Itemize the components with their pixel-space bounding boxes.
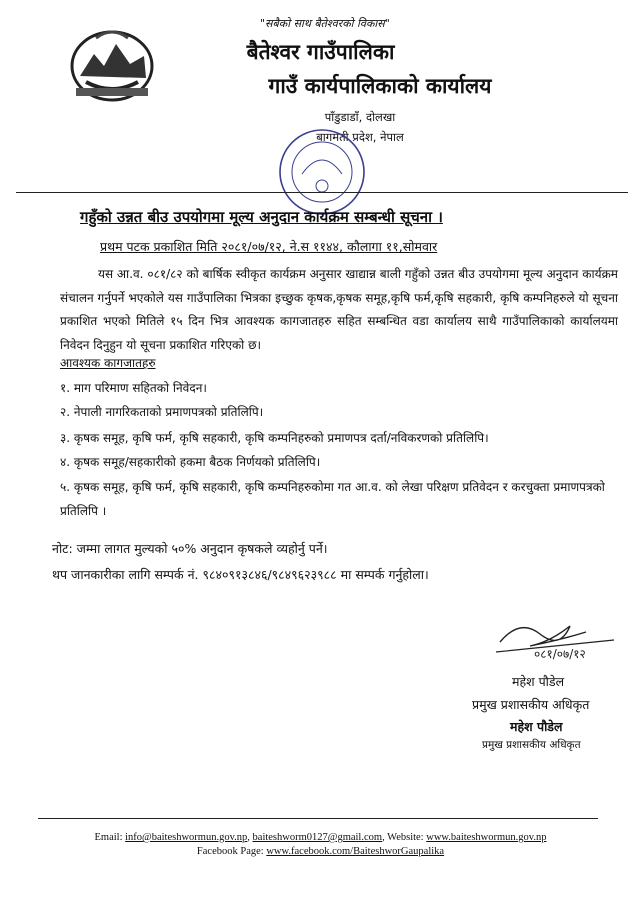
footer-divider	[38, 818, 598, 819]
subsidy-note: नोट: जम्मा लागत मुल्यको ५०% अनुदान कृषकले व्यहोर्नु पर्ने।	[52, 541, 328, 556]
signatory-title-stamp: प्रमुख प्रशासकीय अधिकृत	[482, 739, 581, 751]
document-item-4: ४. कृषक समूह/सहकारीको हकमा बैठक निर्णयको प्रतिलिपि।	[60, 455, 321, 469]
email-label: Email:	[94, 832, 123, 843]
handwritten-signature	[490, 612, 620, 668]
org-name: बैतेश्वर गाउँपालिका	[246, 40, 395, 64]
office-name: गाउँ कार्यपालिकाको कार्यालय	[268, 74, 492, 98]
address-line-2: बागमती प्रदेश, नेपाल	[316, 130, 404, 144]
documents-heading: आवश्यक कागजातहरु	[60, 356, 156, 370]
notice-body: यस आ.व. ०८१/८२ को बार्षिक स्वीकृत कार्यक्रम अनुसार खाद्यान्न बाली गहुँको उन्नत बीउ उपयोगमा मूल्य अनुदान कार्यक्रम संचालन गर्नुपर्ने भएकोले यस गाउँपालिका भित्रका इच्छुक कृषक,कृषक समूह,कृषि फर्म,कृषि सहकारी, कृषि कम्पनिहरुले यो सूचना प्रकाशित भएको मितिले १५ दिन भित्र आवश्यक कागजातहरु सहित सम्बन्धित वडा कार्यालय साथै गाउँपालिकाको कार्यालयमा निवेदन दिनुहुन यो सूचना प्रकाशित गरिएको छ।	[60, 267, 618, 352]
footer-facebook	[0, 846, 641, 857]
email-link-2[interactable]: baiteshworm0127@gmail.com	[252, 832, 383, 843]
signatory-name: महेश पौडेल	[512, 674, 565, 689]
header-divider	[16, 192, 628, 193]
motto: "सबैको साथ बैतेश्वरको विकास"	[260, 17, 390, 30]
contact-info: थप जानकारीका लागि सम्पर्क नं. ९८४०९१३८४६/९८४९६२३९८८ मा सम्पर्क गर्नुहोला।	[52, 567, 429, 582]
facebook-link[interactable]: www.facebook.com/BaiteshworGaupalika	[266, 846, 445, 857]
website-link[interactable]: www.baiteshwormun.gov.np	[426, 832, 547, 843]
email-link-1[interactable]: info@baiteshwormun.gov.np	[125, 832, 248, 843]
published-date: प्रथम पटक प्रकाशित मिति २०८१/०७/१२, ने.स ११४४, कौलागा ११,सोमवार	[100, 239, 438, 254]
address-line-1: पाँडुडाडाँ, दोलखा	[324, 110, 396, 124]
signatory-title: प्रमुख प्रशासकीय अधिकृत	[472, 697, 590, 712]
footer-contact: Email: info@baiteshwormun.gov.np, baiteshworm0127@gmail.com, Website: www.baiteshwormun.gov.np	[94, 832, 547, 843]
document-item-1: १. माग परिमाण सहितको निवेदन।	[60, 381, 207, 395]
signatory-name-stamp: महेश पौडेल	[510, 719, 563, 734]
notice-subject: गहुँको उन्नत बीउ उपयोगमा मूल्य अनुदान कार्यक्रम सम्बन्धी सूचना ।	[80, 208, 443, 226]
document-item-3: ३. कृषक समूह, कृषि फर्म, कृषि सहकारी, कृषि कम्पनिहरुको प्रमाणपत्र दर्ता/नविकरणको प्रतिलिपि।	[60, 431, 489, 445]
facebook-label: Facebook Page:	[196, 846, 264, 857]
signature-date: ०८१/०७/१२	[534, 647, 586, 661]
website-label: Website:	[387, 832, 424, 843]
document-item-5: ५. कृषक समूह, कृषि फर्म, कृषि सहकारी, कृषि कम्पनिहरुकोमा गत आ.व. को लेखा परिक्षण प्रतिवेदन र करचुक्ता प्रमाणपत्रको प्रतिलिपि ।	[60, 480, 605, 518]
document-item-2: २. नेपाली नागरिकताको प्रमाणपत्रको प्रतिलिपि।	[60, 405, 264, 419]
office-stamp	[272, 126, 372, 218]
